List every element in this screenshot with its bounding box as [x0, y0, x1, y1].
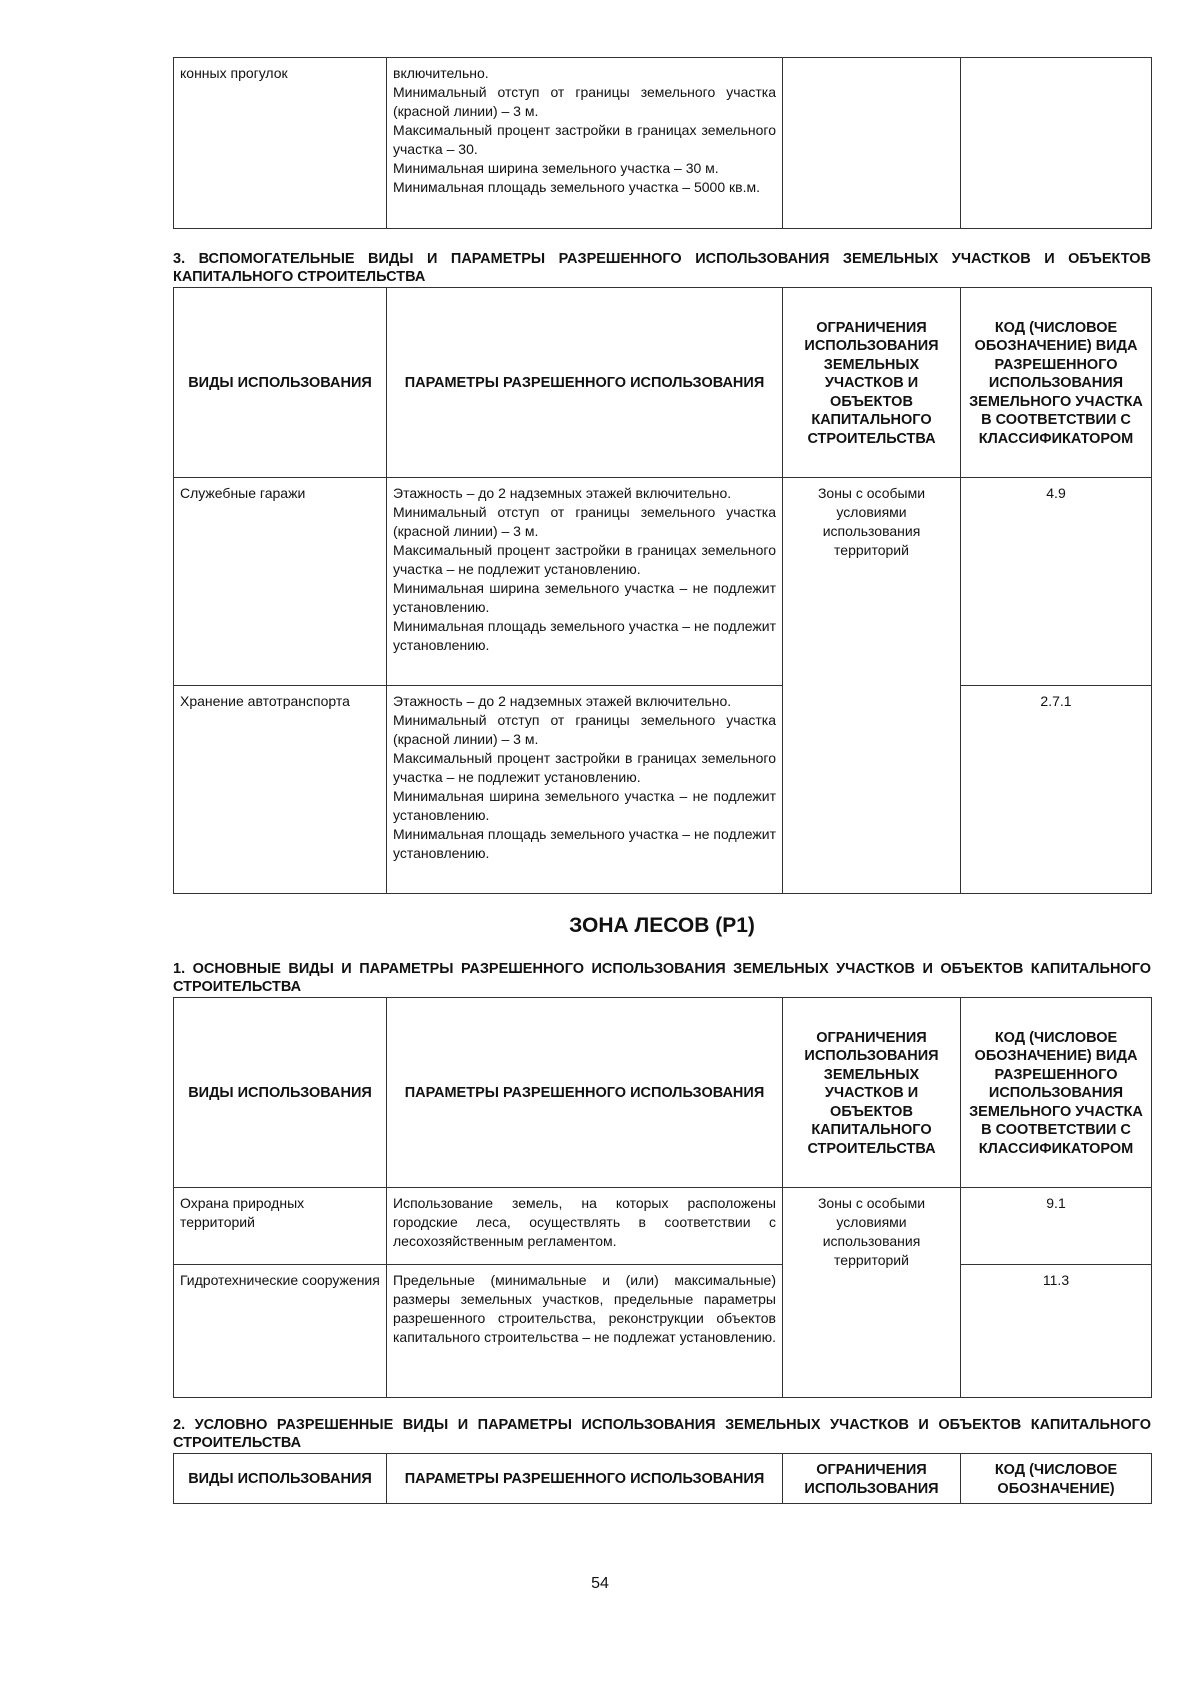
- zone-title: ЗОНА ЛЕСОВ (Р1): [569, 914, 755, 937]
- parameters-cell: [387, 686, 783, 894]
- table-header-row: [174, 1454, 1152, 1504]
- parameter-line: Минимальная ширина земельного участка – не подлежит установлению.: [393, 788, 776, 823]
- section-1-table: [173, 997, 1152, 1398]
- header-restrictions: ОГРАНИЧЕНИЯ ИСПОЛЬЗОВАНИЯ: [783, 1454, 961, 1504]
- restriction-cell: [783, 58, 961, 229]
- section-2-heading-wrap: [173, 1416, 1151, 1452]
- parameters-cell: [387, 58, 783, 229]
- parameter-line: Этажность – до 2 надземных этажей включительно.: [393, 693, 732, 709]
- parameter-line: Минимальная площадь земельного участка – не подлежит установлению.: [393, 826, 777, 861]
- parameters-cell: [387, 478, 783, 686]
- table-row: [174, 478, 1152, 686]
- code-cell: 2.7.1: [961, 686, 1152, 894]
- header-use-types: ВИДЫ ИСПОЛЬЗОВАНИЯ: [174, 998, 387, 1188]
- header-code: КОД (ЧИСЛОВОЕ ОБОЗНАЧЕНИЕ) ВИДА РАЗРЕШЕННОГО ИСПОЛЬЗОВАНИЯ ЗЕМЕЛЬНОГО УЧАСТКА В СООТВЕТСТВИИ С КЛАССИФИКАТОРОМ: [961, 288, 1152, 478]
- table-row: [174, 1265, 1152, 1398]
- section-3-table-wrap: [173, 287, 1151, 894]
- parameter-line: Минимальный отступ от границы земельного участка (красной линии) – 3 м.: [393, 712, 776, 747]
- section-1-heading-wrap: [173, 960, 1151, 996]
- parameters-cell: Использование земель, на которых расположены городские леса, осуществлять в соответствии с лесохозяйственным регламентом.: [387, 1188, 783, 1265]
- header-use-types: ВИДЫ ИСПОЛЬЗОВАНИЯ: [174, 288, 387, 478]
- section-3-heading-wrap: [173, 250, 1151, 286]
- restriction-cell: Зоны с особыми условиями использования территорий: [783, 1188, 961, 1398]
- table-header-row: [174, 998, 1152, 1188]
- parameters-cell: Предельные (минимальные и (или) максимальные) размеры земельных участков, предельные параметры разрешенного строительства, реконструкции объектов капитального строительства – не подлежат установлению.: [387, 1265, 783, 1398]
- parameter-line: Минимальный отступ от границы земельного участка (красной линии) – 3 м.: [393, 504, 776, 539]
- section-2-table-wrap: [173, 1453, 1151, 1504]
- use-type-cell: Хранение автотранспорта: [174, 686, 387, 894]
- code-cell: 11.3: [961, 1265, 1152, 1398]
- header-parameters: ПАРАМЕТРЫ РАЗРЕШЕННОГО ИСПОЛЬЗОВАНИЯ: [387, 288, 783, 478]
- restriction-cell: Зоны с особыми условиями использования территорий: [783, 478, 961, 894]
- continuation-table-wrap: [173, 57, 1151, 229]
- parameter-line: Минимальная ширина земельного участка – не подлежит установлению.: [393, 580, 776, 615]
- section-1-heading: 1. ОСНОВНЫЕ ВИДЫ И ПАРАМЕТРЫ РАЗРЕШЕННОГО ИСПОЛЬЗОВАНИЯ ЗЕМЕЛЬНЫХ УЧАСТКОВ И ОБЪЕКТОВ КАПИТАЛЬНОГО СТРОИТЕЛЬСТВА: [173, 961, 1151, 995]
- parameter-line: Этажность – до 2 надземных этажей включительно.: [393, 485, 732, 501]
- parameter-line: Минимальная площадь земельного участка – 5000 кв.м.: [393, 179, 760, 195]
- section-2-heading: 2. УСЛОВНО РАЗРЕШЕННЫЕ ВИДЫ И ПАРАМЕТРЫ ИСПОЛЬЗОВАНИЯ ЗЕМЕЛЬНЫХ УЧАСТКОВ И ОБЪЕКТОВ КАПИТАЛЬНОГО СТРОИТЕЛЬСТВА: [173, 1417, 1151, 1451]
- use-type-cell: Охрана природных территорий: [174, 1188, 387, 1265]
- header-restrictions: ОГРАНИЧЕНИЯ ИСПОЛЬЗОВАНИЯ ЗЕМЕЛЬНЫХ УЧАСТКОВ И ОБЪЕКТОВ КАПИТАЛЬНОГО СТРОИТЕЛЬСТВА: [783, 998, 961, 1188]
- page-number: 54: [591, 1575, 609, 1592]
- header-use-types: ВИДЫ ИСПОЛЬЗОВАНИЯ: [174, 1454, 387, 1504]
- parameter-line: Минимальная ширина земельного участка – 30 м.: [393, 160, 719, 176]
- table-header-row: [174, 288, 1152, 478]
- code-cell: 9.1: [961, 1188, 1152, 1265]
- parameter-line: Минимальная площадь земельного участка – не подлежит установлению.: [393, 618, 777, 653]
- parameter-line: Максимальный процент застройки в границах земельного участка – не подлежит установлению.: [393, 542, 776, 577]
- header-code: КОД (ЧИСЛОВОЕ ОБОЗНАЧЕНИЕ) ВИДА РАЗРЕШЕННОГО ИСПОЛЬЗОВАНИЯ ЗЕМЕЛЬНОГО УЧАСТКА В СООТВЕТСТВИИ С КЛАССИФИКАТОРОМ: [961, 998, 1152, 1188]
- parameter-line: Максимальный процент застройки в границах земельного участка – не подлежит установлению.: [393, 750, 776, 785]
- header-parameters: ПАРАМЕТРЫ РАЗРЕШЕННОГО ИСПОЛЬЗОВАНИЯ: [387, 1454, 783, 1504]
- use-type-cell: Гидротехнические сооружения: [174, 1265, 387, 1398]
- section-3-table: [173, 287, 1152, 894]
- parameter-line: Минимальный отступ от границы земельного участка (красной линии) – 3 м.: [393, 84, 776, 119]
- use-type-cell: конных прогулок: [174, 58, 387, 229]
- continuation-table: [173, 57, 1152, 229]
- code-cell: 4.9: [961, 478, 1152, 686]
- section-1-table-wrap: [173, 997, 1151, 1398]
- table-row: [174, 1188, 1152, 1265]
- parameter-line: включительно.: [393, 65, 489, 81]
- table-row: [174, 686, 1152, 894]
- parameter-line: Максимальный процент застройки в границах земельного участка – 30.: [393, 122, 776, 157]
- header-restrictions: ОГРАНИЧЕНИЯ ИСПОЛЬЗОВАНИЯ ЗЕМЕЛЬНЫХ УЧАСТКОВ И ОБЪЕКТОВ КАПИТАЛЬНОГО СТРОИТЕЛЬСТВА: [783, 288, 961, 478]
- zone-title-wrap: [173, 914, 1151, 938]
- use-type-cell: Служебные гаражи: [174, 478, 387, 686]
- table-row: [174, 58, 1152, 229]
- code-cell: [961, 58, 1152, 229]
- section-2-table: [173, 1453, 1152, 1504]
- section-3-heading: 3. ВСПОМОГАТЕЛЬНЫЕ ВИДЫ И ПАРАМЕТРЫ РАЗРЕШЕННОГО ИСПОЛЬЗОВАНИЯ ЗЕМЕЛЬНЫХ УЧАСТКОВ И ОБЪЕКТОВ КАПИТАЛЬНОГО СТРОИТЕЛЬСТВА: [173, 251, 1151, 285]
- header-parameters: ПАРАМЕТРЫ РАЗРЕШЕННОГО ИСПОЛЬЗОВАНИЯ: [387, 998, 783, 1188]
- header-code: КОД (ЧИСЛОВОЕ ОБОЗНАЧЕНИЕ): [961, 1454, 1152, 1504]
